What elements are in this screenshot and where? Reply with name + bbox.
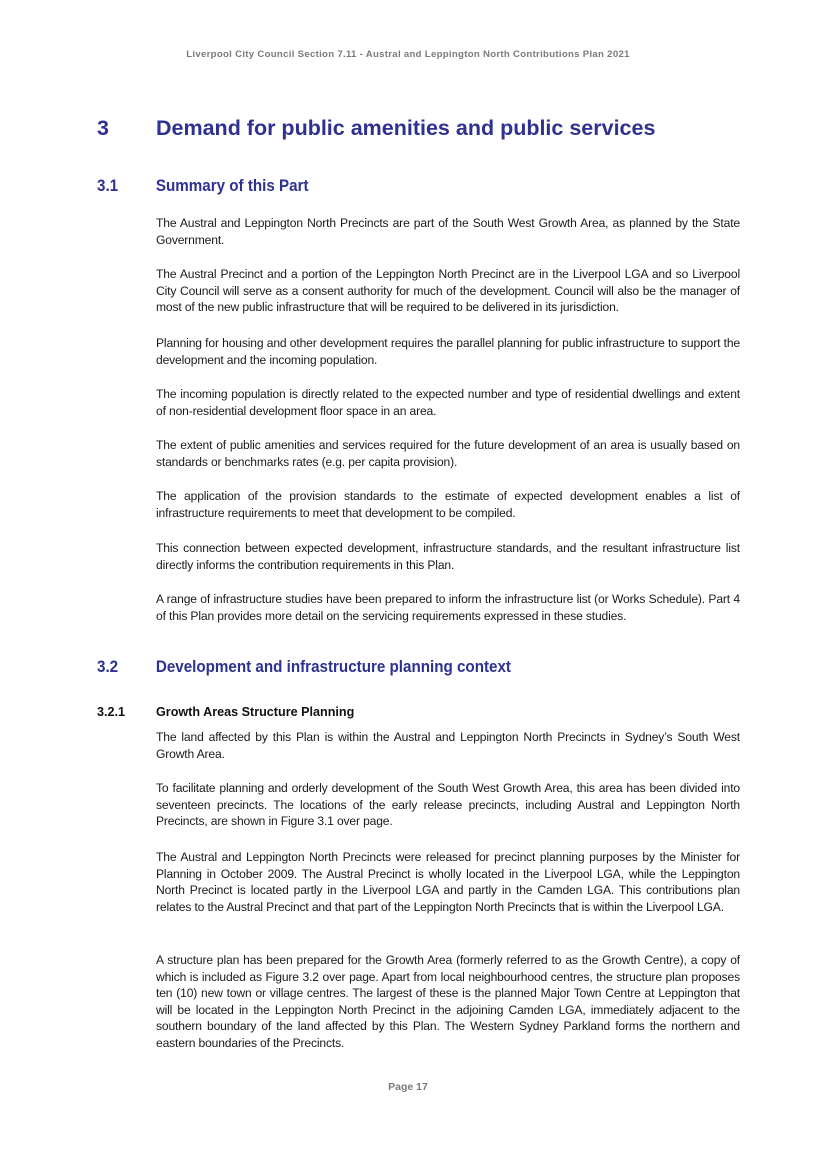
paragraph: The land affected by this Plan is within the Austral and Leppington North Precincts in Sydney’s South West Growth Area. (156, 730, 740, 761)
subsection-number: 3.1 (97, 177, 119, 195)
subsubsection-number: 3.2.1 (97, 705, 126, 719)
paragraph: The Austral and Leppington North Precincts were released for precinct planning purposes by the Minister for Planning in October 2009. The Austral Precinct is wholly located in the Liverpool LGA, while the Leppington North Precinct is located partly in the Liverpool LGA and partly in the Camden LGA. This contributions plan relates to the Austral Precinct and that part of the Leppington North Precincts that is within the Liverpool LGA. (156, 850, 740, 914)
subsection-title: Development and infrastructure planning context (155, 658, 511, 676)
subsection-number: 3.2 (97, 658, 119, 676)
subsection-title: Summary of this Part (155, 177, 309, 195)
paragraph: A structure plan has been prepared for the Growth Area (formerly referred to as the Growth Centre), a copy of which is included as Figure 3.2 over page. Apart from local neighbourhood centres, the structure plan proposes ten (10) new town or village centres. The largest of these is the planned Major Town Centre at Leppington that will be located in the Leppington North Precinct in the adjoining Camden LGA, immediately adjacent to the southern boundary of the land affected by this Plan. The Western Sydney Parkland forms the northern and eastern boundaries of the Precincts. (156, 953, 740, 1050)
section-title: Demand for public amenities and public services (156, 116, 656, 140)
section-number: 3 (97, 116, 109, 140)
paragraph: The Austral and Leppington North Precincts are part of the South West Growth Area, as planned by the State Government. (156, 216, 740, 247)
page-number: Page 17 (388, 1081, 428, 1093)
running-header: Liverpool City Council Section 7.11 - Austral and Leppington North Contributions Plan 2021 (186, 49, 630, 60)
paragraph: Planning for housing and other development requires the parallel planning for public infrastructure to support the development and the incoming population. (156, 336, 740, 367)
paragraph: The extent of public amenities and services required for the future development of an area is usually based on standards or benchmarks rates (e.g. per capita provision). (156, 438, 740, 469)
paragraph: A range of infrastructure studies have been prepared to inform the infrastructure list (or Works Schedule). Part 4 of this Plan provides more detail on the servicing requirements expressed in these studies. (156, 592, 740, 623)
paragraph: To facilitate planning and orderly development of the South West Growth Area, this area has been divided into seventeen precincts. The locations of the early release precincts, including Austral and Leppington North Precincts, are shown in Figure 3.1 over page. (156, 781, 740, 829)
paragraph: The application of the provision standards to the estimate of expected development enables a list of infrastructure requirements to meet that development to be compiled. (156, 489, 740, 520)
paragraph: The incoming population is directly related to the expected number and type of residential dwellings and extent of non-residential development floor space in an area. (156, 387, 740, 418)
paragraph: This connection between expected development, infrastructure standards, and the resultant infrastructure list directly informs the contribution requirements in this Plan. (156, 541, 740, 572)
subsubsection-title: Growth Areas Structure Planning (156, 705, 355, 719)
paragraph: The Austral Precinct and a portion of the Leppington North Precinct are in the Liverpool LGA and so Liverpool City Council will serve as a consent authority for much of the development. Council will also be the manager of most of the new public infrastructure that will be required to be delivered in its jurisdiction. (156, 267, 740, 315)
